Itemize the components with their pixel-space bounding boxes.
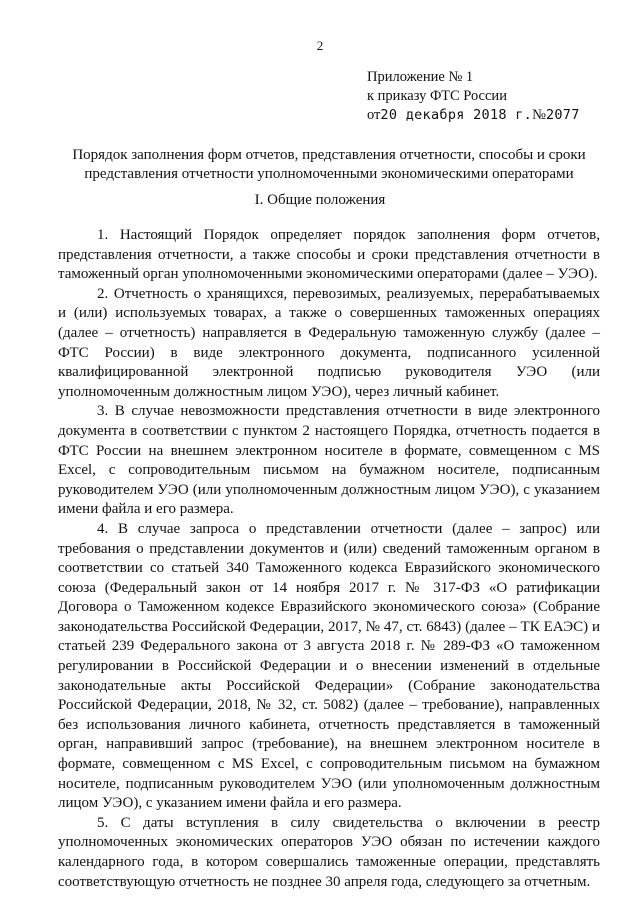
document-body: [58, 226, 600, 892]
appendix-block: [367, 68, 580, 125]
appendix-order-reference: к приказу ФТС России: [367, 88, 507, 104]
document-title: [58, 146, 600, 184]
title-line-2: представления отчетности уполномоченными экономическими операторами: [84, 166, 574, 182]
paragraph-1: 1. Настоящий Порядок определяет порядок заполнения форм отчетов, представления отчетности, а также способы и сроки представления отчетности в таможенный орган уполномоченными экономическими операторами (далее – УЭО).: [58, 227, 600, 283]
page-number: 2: [316, 38, 324, 53]
section-heading: I. Общие положения: [254, 192, 386, 208]
order-number: 2077: [545, 107, 580, 123]
title-line-1: Порядок заполнения форм отчетов, представления отчетности, способы и сроки: [72, 147, 586, 163]
paragraph-5: 5. С даты вступления в силу свидетельства о включении в реестр уполномоченных экономических операторов УЭО обязан по истечении каждого календарного года, в котором совершались таможенные операции, представлять соответствующую отчетность не позднее 30 апреля года, следующего за отчетным.: [58, 814, 600, 890]
appendix-date-line: [367, 106, 580, 125]
paragraph-3: 3. В случае невозможности представления отчетности в виде электронного документа в соответствии с пунктом 2 настоящего Порядка, отчетность подается в ФТС России на внешнем электронном носителе в формате, совмещенном с MS Excel, с сопроводительным письмом на бумажном носителе, подписанным руководителем УЭО (или уполномоченным должностным лицом УЭО), с указанием имени файла и его размера.: [58, 403, 600, 518]
date-prefix: от: [367, 107, 381, 123]
appendix-title: Приложение № 1: [367, 69, 474, 85]
paragraph-4: 4. В случае запроса о представлении отчетности (далее – запрос) или требования о представлении документов и (или) сведений таможенным органом в соответствии со статьей 340 Таможенного кодекса Евразийского экономического союза (Федеральный закон от 14 ноября 2017 г. № 317-ФЗ «О ратификации Договора о Таможенном кодексе Евразийского экономического союза» (Собрание законодательства Российской Федерации, 2017, № 47, ст. 6843) (далее – ТК ЕАЭС) и статьей 239 Федерального закона от 3 августа 2018 г. № 289-ФЗ «О таможенном регулировании в Российской Федерации и о внесении изменений в отдельные законодательные акты Российской Федерации» (Собрание законодательства Российской Федерации, 2018, № 32, ст. 5082) (далее – требование), направленных без использования личного кабинета, отчетность представляется в таможенный орган, направивший запрос (требование), на внешнем электронном носителе в формате, совмещенном с MS Excel, с сопроводительным письмом на бумажном носителе, подписанным руководителем УЭО (или уполномоченным должностным лицом УЭО), с указанием имени файла и его размера.: [58, 520, 600, 812]
paragraph-2: 2. Отчетность о хранящихся, перевозимых, реализуемых, перерабатываемых и (или) используемых товарах, а также о совершенных таможенных операциях (далее – отчетность) направляется в Федеральную таможенную службу (далее – ФТС России) в виде электронного документа, подписанного усиленной квалифицированной электронной подписью руководителя УЭО (или уполномоченным должностным лицом УЭО), через личный кабинет.: [58, 285, 600, 400]
number-prefix: №: [532, 107, 546, 123]
order-date: 20 декабря 2018 г.: [380, 107, 533, 123]
